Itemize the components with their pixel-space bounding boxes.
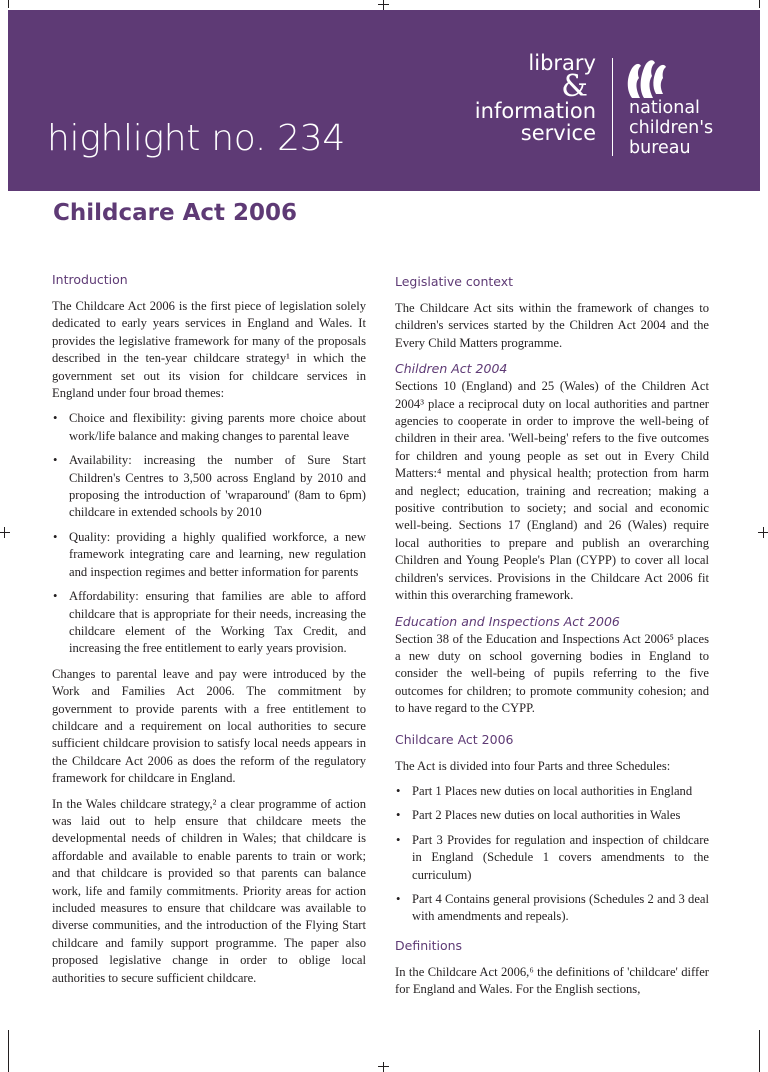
section-heading-introduction: Introduction xyxy=(52,272,128,287)
subheading-education-inspections-act: Education and Inspections Act 2006 xyxy=(395,613,620,629)
crop-mark xyxy=(383,1062,384,1072)
paragraph: The Act is divided into four Parts and three Schedules: xyxy=(395,758,671,773)
paragraph: The Childcare Act sits within the framework of changes to children's services started by the Children Act 2004 and the Every Child Matters programme. xyxy=(395,301,709,350)
paragraph: Sections 10 (England) and 25 (Wales) of the Children Act 2004³ place a reciprocal duty on local authorities and partner agencies to cooperate in order to improve the well-being of children in their area. 'Well-being' refers to the five outcomes for children and young people as set out in Every Child Matters:⁴ mental and physical health; protection from harm and neglect; education, training and recreation; making a positive contribution to society; and social and economic well-being. Sections 17 (England) and 26 (Wales) require local authorities to prepare and publish an overarching Children and Young People's Plan (CYPP) to cover all local children's services. Provisions in the Childcare Act 2006 fit within this overarching framework. xyxy=(395,379,709,603)
crop-mark xyxy=(378,1066,389,1067)
crop-mark xyxy=(8,1030,9,1072)
section-heading-definitions: Definitions xyxy=(395,937,463,953)
subheading-children-act-2004: Children Act 2004 xyxy=(395,361,508,377)
crop-mark xyxy=(759,0,760,8)
library-information-service-logo xyxy=(475,52,596,144)
section-heading-childcare-act-2006: Childcare Act 2006 xyxy=(395,731,514,747)
list-item: • Affordability: ensuring that families are able to afford childcare that is appropriate for their needs, increasing the childcare element of the Working Tax Credit, and increasing the free entitlement to early years provision. xyxy=(52,588,366,658)
list-item: • Part 2 Places new duties on local authorities in Wales xyxy=(395,807,709,824)
ncb-line-national: national xyxy=(629,98,700,118)
ncb-line-childrens: children's xyxy=(629,118,714,138)
list-item: • Part 4 Contains general provisions (Schedules 2 and 3 deal with amendments and repeals). xyxy=(395,891,709,926)
crop-mark xyxy=(8,0,9,8)
right-column xyxy=(395,270,709,1007)
crop-mark xyxy=(0,532,10,533)
parts-list xyxy=(395,783,709,926)
crop-mark xyxy=(378,4,389,5)
crop-mark xyxy=(383,0,384,10)
list-item: • Quality: providing a highly qualified workforce, a new framework integrating care and learning, new regulation and inspection regimes and better information for parents xyxy=(52,529,366,581)
list-item: • Part 3 Provides for regulation and inspection of childcare in England (Schedule 1 covers amendments to the curriculum) xyxy=(395,832,709,884)
section-heading-legislative-context: Legislative context xyxy=(395,274,514,289)
logo-ampersand: & xyxy=(561,69,588,104)
paragraph: Section 38 of the Education and Inspections Act 2006⁵ places a new duty on school governing bodies in England to consider the well-being of pupils referring to the five outcomes for children; to promote community cohesion; and to have regard to the CYPP. xyxy=(395,631,709,716)
logo-text-service: service xyxy=(520,121,596,145)
paragraph: The Childcare Act 2006 is the first piece of legislation solely dedicated to early years services in England and Wales. It provides the legislative framework for many of the proposals described in the ten-year childcare strategy¹ in which the government set out its vision for childcare services in England under four broad themes: xyxy=(52,299,366,401)
crop-mark xyxy=(763,527,764,538)
paragraph: In the Wales childcare strategy,² a clear programme of action was laid out to help ensure that childcare meets the developmental needs of children in Wales; that childcare is affordable and available to enable parents to train or work; and that childcare is provided so that parents can balance work, life and family commitments. Priority areas for action included measures to ensure that childcare was available to diverse communities, and the introduction of the Flying Start childcare and family support programme. The paper also proposed legislative change in order to oblige local authorities to secure sufficient childcare. xyxy=(52,796,366,985)
list-item: • Part 1 Places new duties on local authorities in England xyxy=(395,783,709,800)
list-item: • Choice and flexibility: giving parents more choice about work/life balance and making changes to parental leave xyxy=(52,410,366,445)
series-title: highlight no. 234 xyxy=(47,118,345,159)
logo-text-information: information xyxy=(474,99,596,123)
logo-divider xyxy=(612,58,613,156)
ncb-line-bureau: bureau xyxy=(629,138,691,158)
crop-mark xyxy=(759,1030,760,1072)
ncb-heads-icon xyxy=(622,54,670,102)
ncb-logo-text xyxy=(629,98,713,158)
document-title: Childcare Act 2006 xyxy=(53,200,298,226)
themes-list xyxy=(52,410,366,657)
paragraph: Changes to parental leave and pay were introduced by the Work and Families Act 2006. The commitment by government to provide parents with a free entitlement to childcare and a requirement on local authorities to secure sufficient childcare provision to satisfy local needs appears in the Childcare Act 2006 as does the reform of the regulatory framework for childcare in England. xyxy=(52,666,366,786)
crop-mark xyxy=(4,527,5,538)
left-column xyxy=(52,270,366,995)
logo-text-library: library xyxy=(528,51,596,75)
paragraph: In the Childcare Act 2006,⁶ the definitions of 'childcare' differ for England and Wales. For the English sections, xyxy=(395,964,709,997)
list-item: • Availability: increasing the number of Sure Start Children's Centres to 3,500 across England by 2010 and proposing the introduction of 'wraparound' (8am to 6pm) childcare in extended schools by 2010 xyxy=(52,452,366,522)
